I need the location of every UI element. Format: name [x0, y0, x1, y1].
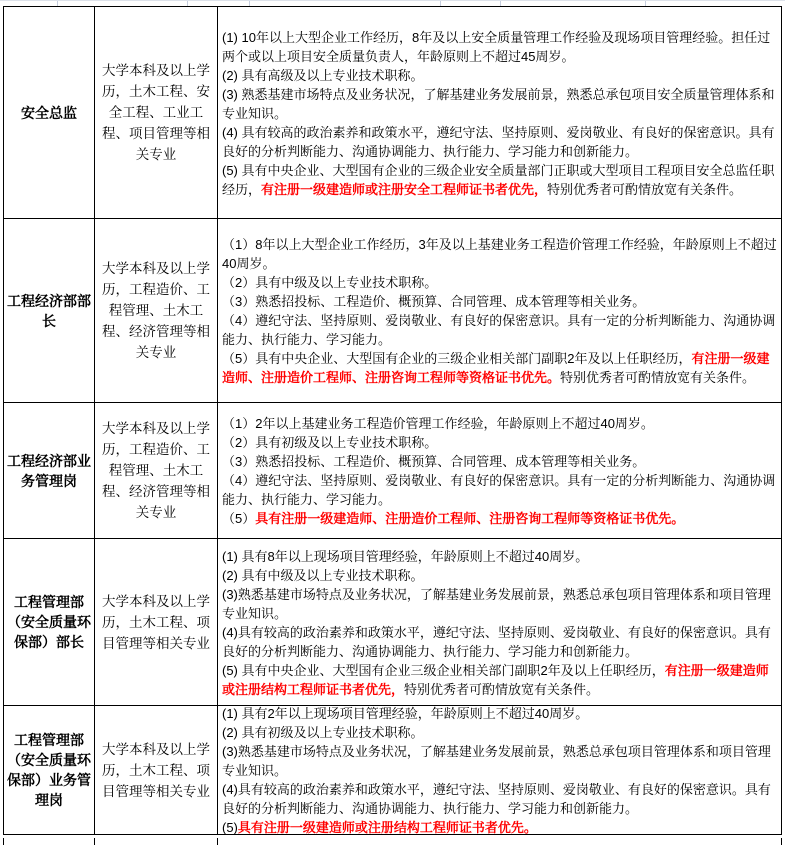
requirement-text: （1）8年以上大型企业工作经历，3年及以上基建业务工程造价管理工作经验，年龄原则上不超过40周岁。: [222, 237, 777, 271]
table-row: [4, 218, 781, 402]
position-name-cell: [4, 706, 95, 834]
requirement-text: （5）具有中央企业、大型国有企业的三级企业相关部门副职2年及以上任职经历，: [222, 351, 692, 366]
education-requirement: 大学本科及以上学历，土木工程、项目管理等相关专业: [102, 593, 210, 651]
position-name: 工程经济部部长: [7, 292, 91, 329]
position-name-cell: [4, 403, 95, 538]
requirement-text: (3) 熟悉基建市场特点及业务状况，了解基建业务发展前景，熟悉总承包项目安全质量管理体系和专业知识。: [222, 86, 775, 121]
position-name-cell: [4, 539, 95, 705]
requirement-item: [222, 85, 777, 123]
requirement-item: [222, 235, 777, 273]
requirement-item: [222, 273, 777, 292]
requirement-item: [222, 509, 777, 528]
education-requirement-cell: [95, 7, 218, 218]
education-requirement: 大学本科及以上学历，工程造价、工程管理、土木工程、经济管理等相关专业: [102, 261, 210, 360]
requirement-item: [222, 661, 777, 699]
requirement-text: （1）2年以上基建业务工程造价管理工作经验，年龄原则上不超过40周岁。: [222, 416, 654, 431]
table-row: [4, 7, 781, 218]
requirement-text: (4)具有较高的政治素养和政策水平，遵纪守法、坚持原则、爱岗敬业、有良好的保密意识。具有良好的分析判断能力、沟通协调能力、执行能力、学习能力和创新能力。: [222, 624, 771, 659]
column-border-stub: [94, 838, 95, 845]
job-requirements-cell: [218, 7, 781, 218]
requirement-text-highlighted: 具有注册一级建造师、注册造价工程师、注册咨询工程师等资格证书优先。: [255, 511, 685, 526]
requirement-text: (4) 具有较高的政治素养和政策水平，遵纪守法、坚持原则、爱岗敬业、有良好的保密意识。具有良好的分析判断能力、沟通协调能力、执行能力、学习能力和创新能力。: [222, 124, 775, 159]
job-requirements-cell: [218, 219, 781, 402]
requirement-item: [222, 161, 777, 199]
requirement-item: [222, 585, 777, 623]
requirement-item: [222, 292, 777, 311]
position-name-cell: [4, 7, 95, 218]
requirement-item: [222, 349, 777, 387]
column-border-stub: [217, 838, 218, 845]
requirement-text: 特别优秀者可酌情放宽有关条件。: [560, 370, 756, 385]
requirement-text: (2) 具有初级及以上专业技术职称。: [222, 725, 424, 740]
requirement-text: (1) 具有2年以上现场项目管理经验，年龄原则上不超过40周岁。: [222, 706, 589, 721]
requirement-text: (3)熟悉基建市场特点及业务状况，了解基建业务发展前景，熟悉总承包项目管理体系和项目管理专业知识。: [222, 586, 771, 621]
requirement-item: [222, 433, 777, 452]
requirement-text: （2）具有初级及以上专业技术职称。: [222, 435, 438, 450]
job-requirements-table: [3, 6, 782, 835]
job-requirements-cell: [218, 706, 781, 834]
position-name: 安全总监: [21, 104, 77, 121]
table-row: [4, 402, 781, 538]
requirement-text-highlighted: 有注册一级建造师或注册安全工程师证书者优先，: [261, 181, 548, 197]
requirement-text: （5）: [222, 511, 256, 526]
column-border-stub: [781, 838, 782, 845]
education-requirement-cell: [95, 403, 218, 538]
requirement-item: [222, 780, 777, 818]
education-requirement: 大学本科及以上学历，土木工程、安全工程、工业工程、项目管理等相关专业: [102, 63, 210, 162]
requirement-text: （2）具有中级及以上专业技术职称。: [222, 275, 438, 290]
requirement-item: [222, 706, 777, 723]
position-name: 工程经济部业务管理岗: [7, 452, 91, 489]
education-requirement: 大学本科及以上学历，工程造价、工程管理、土木工程、经济管理等相关专业: [102, 421, 210, 520]
requirement-text: (1) 具有8年以上现场项目管理经验，年龄原则上不超过40周岁。: [222, 548, 589, 564]
column-border-stub: [3, 838, 4, 845]
requirement-text: (5): [222, 820, 238, 834]
requirement-text: （3）熟悉招投标、工程造价、概预算、合同管理、成本管理等相关业务。: [222, 294, 646, 309]
requirement-item: [222, 742, 777, 780]
requirement-text-highlighted: 有注册一级建造师、注册造价工程师、注册咨询工程师等资格证书优先。: [222, 351, 770, 385]
education-requirement-cell: [95, 706, 218, 834]
requirement-text: (3)熟悉基建市场特点及业务状况，了解基建业务发展前景，熟悉总承包项目管理体系和项目管理专业知识。: [222, 744, 771, 778]
requirement-item: [222, 471, 777, 509]
requirement-text: (4)具有较高的政治素养和政策水平，遵纪守法、坚持原则、爱岗敬业、有良好的保密意识。具有良好的分析判断能力、沟通协调能力、执行能力、学习能力和创新能力。: [222, 782, 771, 816]
education-requirement: 大学本科及以上学历，土木工程、项目管理等相关专业: [102, 741, 210, 799]
requirement-text: （3）熟悉招投标、工程造价、概预算、合同管理、成本管理等相关业务。: [222, 454, 646, 469]
requirement-item: [222, 818, 777, 834]
requirement-text: （4）遵纪守法、坚持原则、爱岗敬业、有良好的保密意识。具有一定的分析判断能力、沟通协调能力、执行能力、学习能力。: [222, 473, 776, 507]
requirement-text: (1) 10年以上大型企业工作经历，8年及以上安全质量管理工作经验及现场项目管理经验。担任过两个或以上项目安全质量负责人，年龄原则上不超过45周岁。: [222, 29, 771, 64]
education-requirement-cell: [95, 539, 218, 705]
position-name-cell: [4, 219, 95, 402]
requirement-item: [222, 547, 777, 566]
requirement-text: (2) 具有中级及以上专业技术职称。: [222, 567, 424, 583]
requirement-item: [222, 452, 777, 471]
requirement-text: (5) 具有中央企业、大型国有企业的三级企业安全质量部门正职或大型项目工程项目安全总监任职经历，: [222, 162, 775, 197]
requirement-item: [222, 123, 777, 161]
requirement-item: [222, 414, 777, 433]
position-name: 工程管理部（安全质量环保部）部长: [7, 594, 91, 650]
requirement-item: [222, 311, 777, 349]
education-requirement-cell: [95, 219, 218, 402]
requirement-text: （4）遵纪守法、坚持原则、爱岗敬业、有良好的保密意识。具有一定的分析判断能力、沟通协调能力、执行能力、学习能力。: [222, 313, 776, 347]
requirement-item: [222, 66, 777, 85]
requirement-item: [222, 28, 777, 66]
requirement-item: [222, 623, 777, 661]
requirement-item: [222, 566, 777, 585]
next-row-sliver: [0, 838, 785, 845]
table-row: [4, 538, 781, 705]
position-name: 工程管理部（安全质量环保部）业务管理岗: [7, 732, 91, 808]
job-requirements-cell: [218, 403, 781, 538]
requirement-item: [222, 723, 777, 742]
requirement-text: 特别优秀者可酌情放宽有关条件。: [404, 681, 600, 697]
table-row: [4, 705, 781, 834]
requirement-text-highlighted: 具有注册一级建造师或注册结构工程师证书者优先。: [237, 820, 537, 834]
requirement-text: 特别优秀者可酌情放宽有关条件。: [547, 181, 743, 197]
requirement-text: (5) 具有中央企业、大型国有企业三级企业相关部门副职2年及以上任职经历，: [222, 662, 665, 678]
requirement-text: (2) 具有高级及以上专业技术职称。: [222, 67, 424, 83]
job-requirements-cell: [218, 539, 781, 705]
requirement-text-highlighted: 有注册一级建造师或注册结构工程师证书者优先，: [222, 662, 769, 697]
